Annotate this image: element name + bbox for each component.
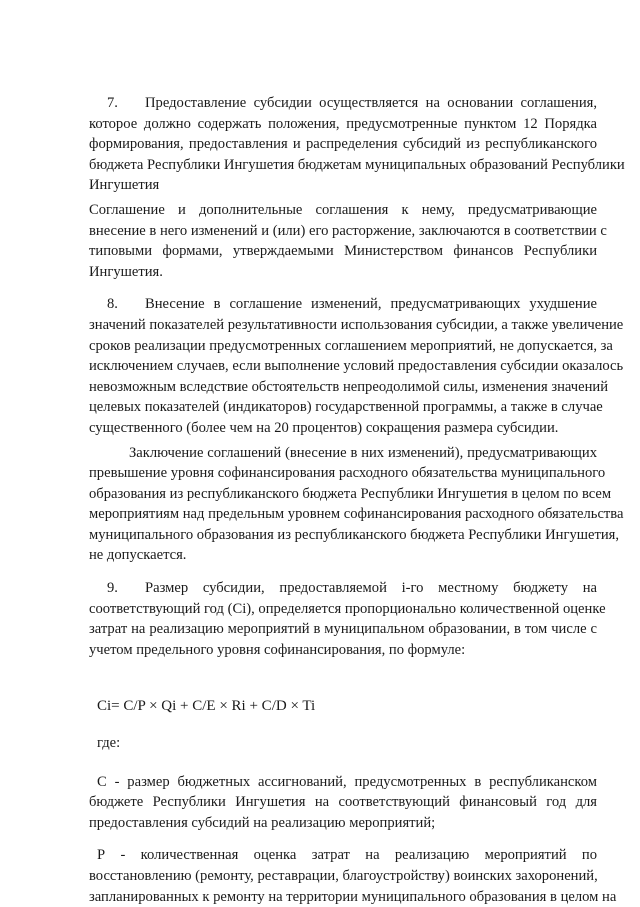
- paragraph-line: бюджета Республики Ингушетия бюджетам муниципальных образований Республики: [89, 156, 625, 173]
- paragraph-line: сроков реализации предусмотренных соглашением мероприятий, не допускается, за: [89, 337, 613, 354]
- paragraph-number: 8.: [107, 296, 118, 313]
- paragraph-line: С - размер бюджетных ассигнований, предусмотренных в республиканском: [97, 773, 597, 790]
- paragraph-line: существенного (более чем на 20 процентов) сокращения размера субсидии.: [89, 419, 559, 436]
- paragraph-9: [89, 578, 606, 660]
- paragraph-7: [89, 93, 625, 196]
- paragraph-line: Ингушетия: [89, 177, 160, 194]
- paragraph-line: не допускается.: [89, 547, 187, 564]
- paragraph-8: [89, 294, 624, 438]
- paragraph-line: 7. Предоставление субсидии осуществляется на основании соглашения,: [89, 93, 597, 114]
- paragraph-line: восстановлению (ремонту, реставрации, благоустройству) воинских захоронений,: [89, 868, 598, 884]
- paragraph-line: муниципального образования из республиканского бюджета Республики Ингушетия,: [89, 526, 619, 543]
- paragraph-line: Р - количественная оценка затрат на реализацию мероприятий по: [97, 847, 597, 864]
- paragraph-number: 9.: [107, 580, 118, 597]
- subsidy-formula: Ci= C/P × Qi + C/E × Ri + C/D × Ti: [97, 698, 316, 715]
- paragraph-8-cofinancing: [89, 443, 624, 567]
- paragraph-line: типовыми формами, утверждаемыми Министерством финансов Республики: [89, 243, 597, 260]
- paragraph-line: исключением случаев, если выполнение условий предоставления субсидии оказалось: [89, 358, 624, 375]
- paragraph-line: 9. Размер субсидии, предоставляемой i-го местному бюджету на: [89, 578, 597, 599]
- paragraph-7-agreements: [89, 200, 607, 282]
- paragraph-line: Соглашение и дополнительные соглашения к нему, предусматривающие: [89, 201, 597, 218]
- paragraph-line: образования из республиканского бюджета Республики Ингушетия в целом по всем: [89, 485, 612, 502]
- paragraph-line: учетом предельного уровня софинансирования, по формуле:: [89, 641, 466, 658]
- paragraph-line: предоставления субсидий на реализацию мероприятий;: [89, 814, 436, 831]
- paragraph-line: Ингушетия.: [89, 263, 163, 280]
- paragraph-line: соответствующий год (Ci), определяется пропорционально количественной оценке: [89, 600, 606, 617]
- paragraph-line: внесение в него изменений и (или) его расторжение, заключаются в соответствии с: [89, 222, 607, 239]
- definition-p: [89, 845, 617, 907]
- paragraph-line: целевых показателей (индикаторов) государственной программы, а также в случае: [89, 399, 603, 416]
- paragraph-line: превышение уровня софинансирования расходного обязательства муниципального: [89, 465, 606, 482]
- definition-c: [89, 772, 597, 834]
- paragraph-number: 7.: [107, 95, 118, 111]
- formula-where-label: где:: [97, 735, 121, 752]
- paragraph-line: значений показателей результативности использования субсидии, а также увеличение: [89, 316, 624, 333]
- paragraph-line: невозможным вследствие обстоятельств непреодолимой силы, изменения значений: [89, 378, 609, 395]
- paragraph-line: которое должно содержать положения, предусмотренные пунктом 12 Порядка: [89, 115, 597, 132]
- paragraph-line: запланированных к ремонту на территории муниципального образования в целом на: [89, 888, 617, 905]
- paragraph-line: мероприятиям над предельным уровнем софинансирования расходного обязательства: [89, 506, 624, 523]
- paragraph-line: формирования, предоставления и распределения субсидий из республиканского: [89, 136, 597, 153]
- paragraph-line: бюджете Республики Ингушетия на соответствующий финансовый год для: [89, 794, 597, 811]
- paragraph-line: 8. Внесение в соглашение изменений, предусматривающих ухудшение: [89, 294, 597, 315]
- document-body: [89, 93, 625, 907]
- paragraph-line: затрат на реализацию мероприятий в муниципальном образовании, в том числе с: [89, 621, 597, 638]
- paragraph-line: Заключение соглашений (внесение в них изменений), предусматривающих: [129, 444, 597, 461]
